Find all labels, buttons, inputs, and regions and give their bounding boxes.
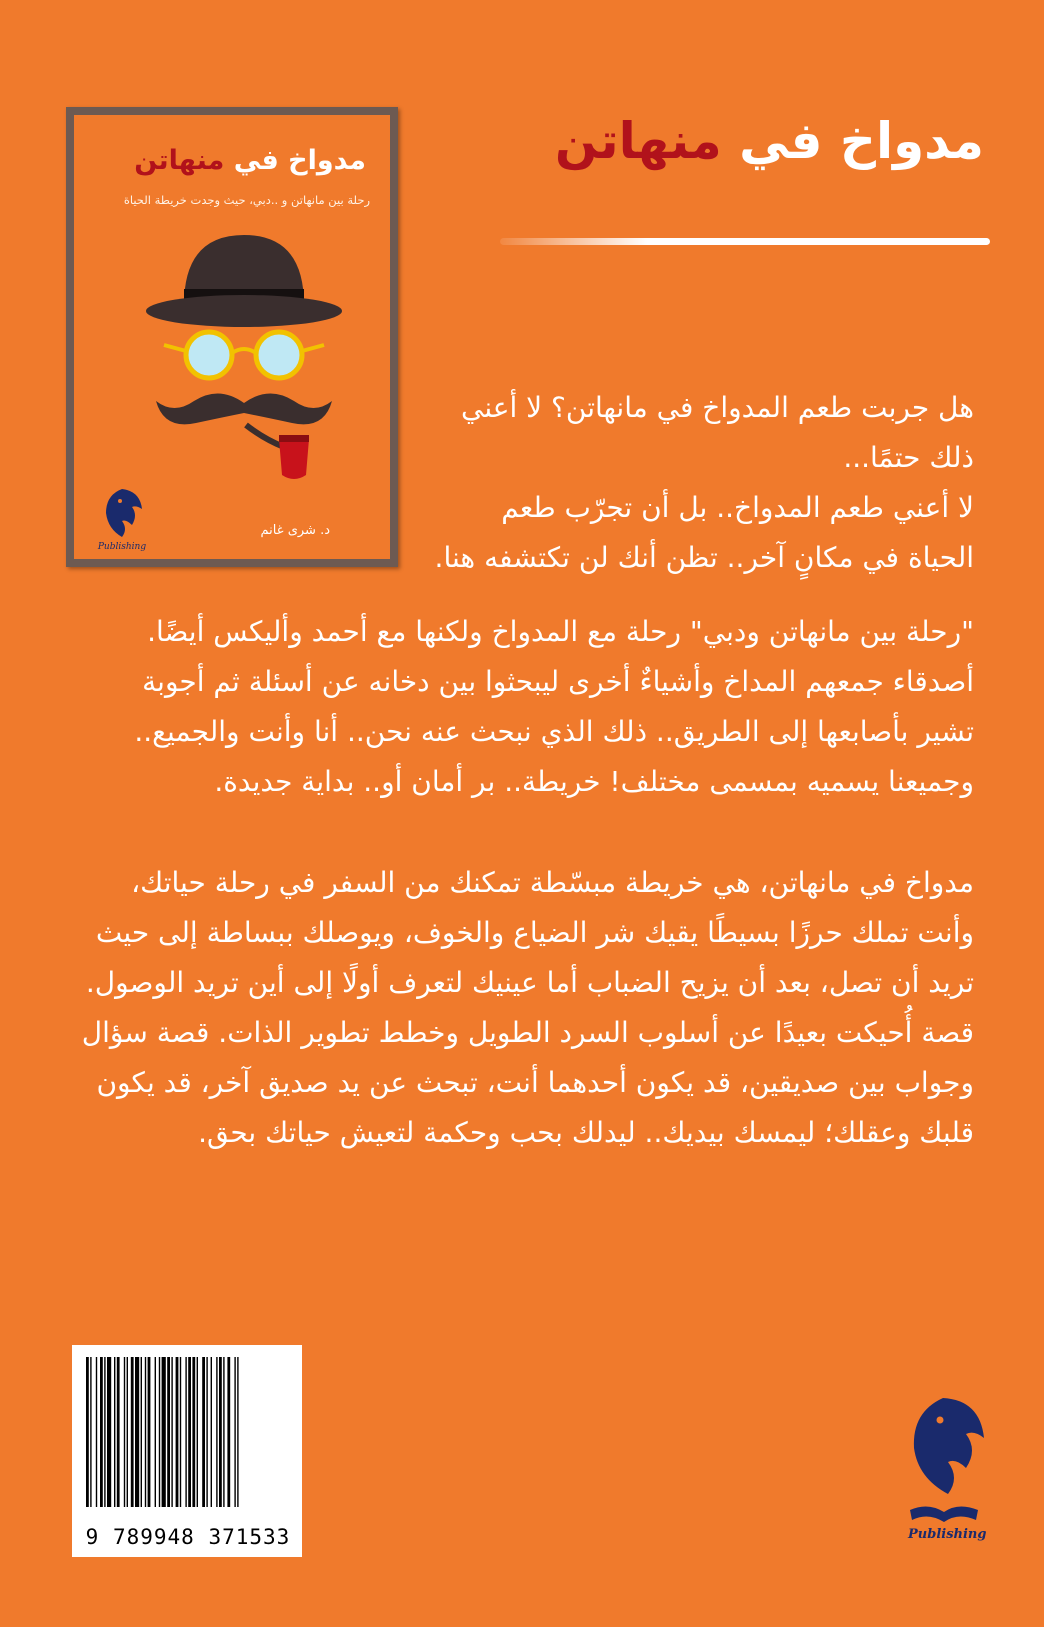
- barcode-bar: [159, 1357, 160, 1507]
- round-glasses-icon: [164, 332, 324, 378]
- barcode-bar: [145, 1357, 146, 1507]
- barcode-bar: [234, 1357, 235, 1507]
- text-line: ذلك حتمًا...: [843, 441, 974, 474]
- story-paragraph: [74, 607, 974, 807]
- barcode-bar: [216, 1357, 217, 1507]
- svg-text:Publishing: Publishing: [97, 542, 147, 552]
- text-line: أصدقاء جمعهم المداخ وأشياءٌ أخرى ليبحثوا بين دخانه عن أسئلة ثم أجوبة: [142, 665, 974, 698]
- text-line: هل جربت طعم المدواخ في مانهاتن؟ لا أعني: [460, 391, 974, 424]
- barcode-bar: [211, 1357, 212, 1507]
- text-line: قلبك وعقلك؛ ليمسك بيديك.. ليدلك بحب وحكمة لتعيش حياتك بحق.: [198, 1116, 974, 1149]
- barcode-bar: [141, 1357, 142, 1507]
- barcode-bar: [176, 1357, 179, 1507]
- barcode-bar: [219, 1357, 222, 1507]
- barcode-bar: [180, 1357, 181, 1507]
- mini-title-part2: منهاتن: [134, 145, 225, 176]
- barcode-bar: [104, 1357, 105, 1507]
- barcode-bar: [131, 1357, 134, 1507]
- mustache-icon: [156, 393, 332, 424]
- kuttab-publisher-logo-icon: [888, 1392, 998, 1542]
- barcode-bar: [86, 1357, 89, 1507]
- kuttab-logo-small-icon: [92, 485, 152, 555]
- intro-paragraph: [414, 383, 974, 583]
- barcode-bar: [206, 1357, 207, 1507]
- text-line: "رحلة بين مانهاتن ودبي" رحلة مع المدواخ ولكنها مع أحمد وأليكس أيضًا.: [147, 615, 974, 648]
- barcode-bar: [114, 1357, 115, 1507]
- mini-cover-subtitle: رحلة بين مانهاتن و ..دبي، حيث وجدت خريطة الحياة: [123, 193, 370, 207]
- text-line: وأنت تملك حرزًا بسيطًا يقيك شر الضياع والخوف، ويوصلك ببساطة إلى حيث: [95, 916, 974, 949]
- barcode-bar: [107, 1357, 111, 1507]
- text-line: تشير بأصابعها إلى الطريق.. ذلك الذي نبحث عنه نحن.. أنا وأنت والجميع..: [134, 715, 974, 748]
- text-line: لا أعني طعم المدواخ.. بل أن تجرّب طعم: [501, 491, 974, 524]
- mini-cover-title: [134, 145, 366, 176]
- barcode-bar: [227, 1357, 230, 1507]
- summary-paragraph: [74, 858, 974, 1158]
- book-title: [555, 112, 984, 170]
- barcode-bar: [96, 1357, 97, 1507]
- barcode-bar: [155, 1357, 156, 1507]
- barcode-bar: [202, 1357, 205, 1507]
- barcode-bar: [167, 1357, 170, 1507]
- barcode-bar: [162, 1357, 166, 1507]
- barcode-bar: [148, 1357, 151, 1507]
- text-line: الحياة في مكانٍ آخر.. تظن أنك لن تكتشفه هنا.: [434, 541, 974, 574]
- barcode-bar: [237, 1357, 238, 1507]
- title-underline: [500, 238, 990, 245]
- barcode-bar: [192, 1357, 195, 1507]
- barcode-bar: [223, 1357, 224, 1507]
- title-part2: منهاتن: [554, 112, 722, 170]
- text-line: قصة أُحيكت بعيدًا عن أسلوب السرد الطويل وخطط تطوير الذات. قصة سؤال: [81, 1016, 974, 1049]
- barcode-bar: [117, 1357, 120, 1507]
- hat-glasses-mustache-pipe-illustration: [134, 225, 354, 485]
- barcode-bar: [185, 1357, 186, 1507]
- barcode-bar: [90, 1357, 91, 1507]
- barcode-bar: [127, 1357, 128, 1507]
- front-cover-thumbnail: [66, 107, 398, 567]
- mini-cover-author: د. شرى غانم: [260, 523, 330, 538]
- text-line: مدواخ في مانهاتن، هي خريطة مبسّطة تمكنك من السفر في رحلة حياتك،: [131, 866, 974, 899]
- isbn-number: 9 789948 371533: [85, 1525, 291, 1549]
- barcode-bar: [171, 1357, 172, 1507]
- barcode-bar: [135, 1357, 139, 1507]
- barcode-bar: [188, 1357, 191, 1507]
- isbn-barcode: [72, 1345, 302, 1557]
- text-line: تريد أن تصل، بعد أن يزيح الضباب أما عينيك لتعرف أولًا إلى أين تريد الوصول.: [85, 966, 974, 999]
- title-part1: مدواخ في: [739, 112, 984, 170]
- text-line: وجميعنا يسميه بمسمى مختلف! خريطة.. بر أمان أو.. بداية جديدة.: [214, 765, 974, 798]
- text-line: وجواب بين صديقين، قد يكون أحدهما أنت، تبحث عن يد صديق آخر، قد يكون: [96, 1066, 974, 1099]
- bowler-hat-icon: [146, 235, 342, 327]
- barcode-bar: [197, 1357, 198, 1507]
- pipe-icon: [246, 425, 309, 479]
- barcode-bar: [100, 1357, 103, 1507]
- mini-title-part1: مدواخ في: [233, 145, 366, 176]
- barcode-bar: [124, 1357, 125, 1507]
- publisher-label: Publishing: [908, 1527, 987, 1542]
- barcode-bars-icon: [82, 1357, 292, 1515]
